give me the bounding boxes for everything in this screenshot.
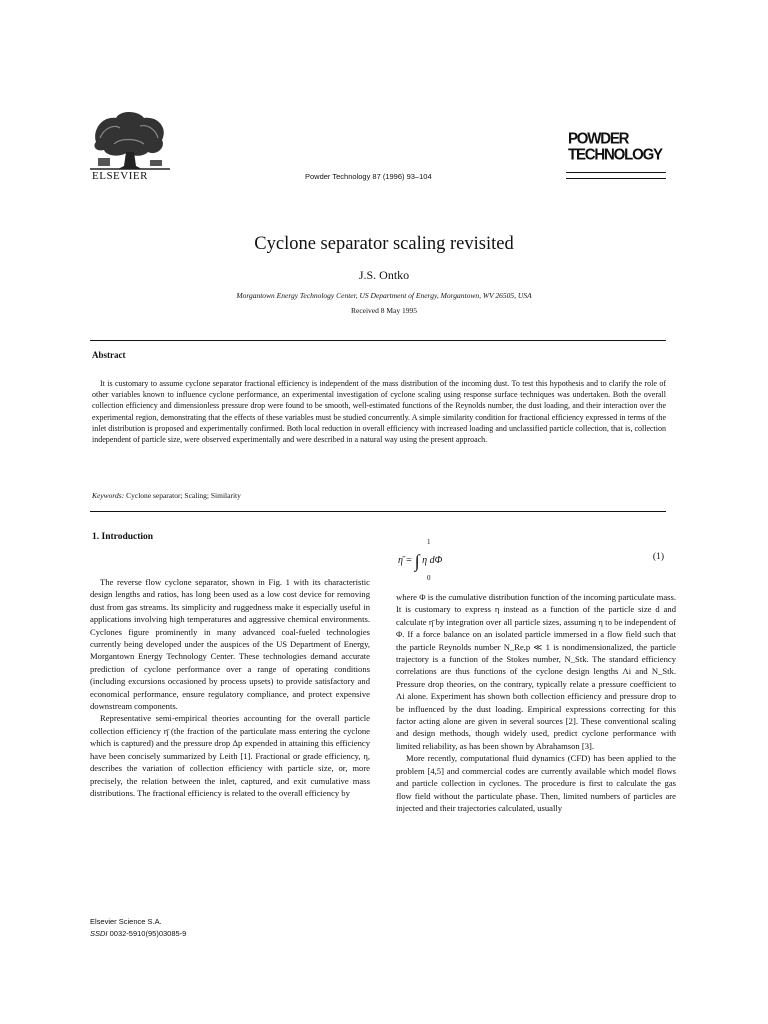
publisher-name: ELSEVIER bbox=[92, 170, 148, 182]
author-affiliation: Morgantown Energy Technology Center, US Department of Energy, Morgantown, WV 26505, USA bbox=[236, 291, 532, 300]
equation-lhs: η̄ = bbox=[398, 555, 413, 566]
journal-logo-line-1: POWDER bbox=[568, 129, 629, 148]
equation-rhs: η dΦ bbox=[422, 555, 443, 566]
footer-ssdi bbox=[90, 929, 186, 938]
journal-logo-line-2: TECHNOLOGY bbox=[568, 145, 662, 164]
left-column bbox=[90, 576, 370, 799]
keywords-label: Keywords: bbox=[92, 491, 125, 500]
paragraph: where Φ is the cumulative distribution function of the incoming particulate mass. It is customary to express η instead as a function of the particle size d and calculate η̄ by integration over all particle sizes, assuming η to be independent of Φ. If a force balance on an isolated particle immersed in a flow field such that the particle Reynolds number N_Re,p ≪ 1 is nondimensionalized, the particle trajectory is a function of the Stokes number, N_Stk. The standard efficiency correlations are thus functions of the cyclone design lengths Λi and N_Stk. Pressure drop theories, on the contrary, typically relate a pressure coefficient to Λi alone. Experiment has shown both collection efficiency and pressure drop to be influenced by the dust loading. Empirical expressions correcting for this factor acting alone are given in several sources [2]. These conventional scaling and design methods, though widely used, predict cyclone performance with limited reliability, as has been shown by Abrahamson [3]. bbox=[396, 592, 676, 751]
footer-publisher: Elsevier Science S.A. bbox=[90, 917, 162, 926]
equation-number: (1) bbox=[652, 552, 664, 562]
keywords-list: Cyclone separator; Scaling; Similarity bbox=[126, 491, 241, 500]
paragraph: Representative semi-empirical theories accounting for the overall particle collection efficiency η̄ (the fraction of the particulate mass entering the cyclone which is captured) and the pressure drop Δp expended in attaining this efficiency have been concisely summarized by Leith [1]. Fractional or grade efficiency, η, describes the variation of collection efficiency with particle size, or, more precisely, the relation between the inlet, captured, and exit cumulative mass distributions. The fractional efficiency is related to the overall efficiency by bbox=[90, 713, 370, 798]
journal-rule-top bbox=[566, 172, 666, 173]
ssdi-number: 0032-5910(95)03085-9 bbox=[109, 929, 187, 938]
abstract-bottom-rule bbox=[90, 511, 666, 512]
paragraph: More recently, computational fluid dynamics (CFD) has been applied to the problem [4,5] and commercial codes are currently available which model flows and particle collection in cyclones. The procedure is first to calculate the gas flow field without the particulate phase. Then, limited numbers of particles are injected and their trajectories calculated, usually bbox=[396, 753, 676, 813]
integral-upper-limit: 1 bbox=[427, 538, 431, 546]
journal-rule-bottom bbox=[566, 178, 666, 179]
ssdi-label: SSDI bbox=[90, 929, 108, 938]
equation-1 bbox=[396, 538, 666, 586]
journal-citation: Powder Technology 87 (1996) 93–104 bbox=[305, 172, 432, 181]
received-date: Received 8 May 1995 bbox=[350, 306, 418, 315]
integral-sign: ∫ bbox=[414, 551, 420, 571]
article-author: J.S. Ontko bbox=[358, 268, 410, 282]
journal-logo bbox=[568, 131, 662, 163]
section-heading: 1. Introduction bbox=[92, 532, 154, 542]
elsevier-tree-logo-icon bbox=[90, 108, 170, 170]
keywords-line bbox=[92, 491, 241, 500]
abstract-text: It is customary to assume cyclone separator fractional efficiency is independent of the mass distribution of the incoming dust. To test this hypothesis and to clarify the role of other variables known to influence cyclone performance, an experimental investigation of cyclone scaling using response surface techniques was undertaken. Both the overall collection efficiency and dimensionless pressure drop were found to be smooth, well-estimated functions of the Reynolds number, the dust loading, and their interaction over the experimental region, demonstrating that the effects of these variables must be studied concurrently. A simple similarity condition for fractional efficiency expressed in terms of the inlet distribution is proposed and experimentally confirmed. Both local reduction in overall efficiency with increased loading and unclassified particle collection, that is, collection independent of particle size, were observed experimentally and were described in a natural way using the present approach. bbox=[92, 379, 666, 445]
equation-body bbox=[398, 551, 442, 572]
article-title: Cyclone separator scaling revisited bbox=[254, 234, 514, 254]
right-column bbox=[396, 591, 676, 814]
abstract-top-rule bbox=[90, 340, 666, 341]
integral-lower-limit: 0 bbox=[427, 574, 431, 582]
abstract-heading: Abstract bbox=[92, 350, 126, 360]
paragraph: The reverse flow cyclone separator, shown in Fig. 1 with its characteristic design lengths and ratios, has long been used as a low cost device for removing dust from gas streams. Its simplicity and ruggedness make it especially useful in applications involving high temperatures and aggressive chemical environments. Cyclones figure prominently in many advanced coal-fueled technologies currently being developed under the auspices of the US Department of Energy, Morgantown Energy Technology Center. These technologies demand accurate prediction of cyclone performance over a range of operating conditions (including excursions occasioned by process upsets) to provide satisfactory and economical performance, ensure regulatory compliance, and protect expensive downstream components. bbox=[90, 577, 370, 712]
